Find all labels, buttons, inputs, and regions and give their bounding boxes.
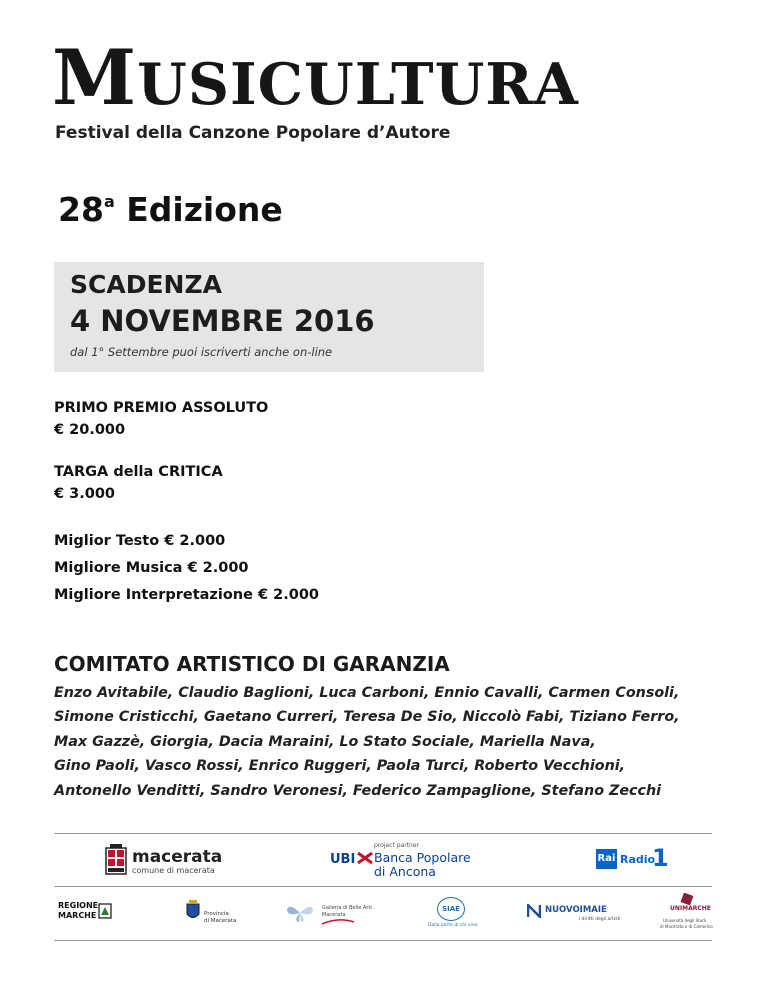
- unimarche-logo: [660, 893, 720, 935]
- macerata-name: macerata: [132, 847, 223, 867]
- nuovoimaie-logo: [527, 903, 627, 927]
- ubi-name-line2: di Ancona: [374, 864, 436, 879]
- divider-middle: [54, 886, 712, 887]
- ubi-partner: project partner: [374, 842, 419, 849]
- edition-superscript: a: [103, 192, 115, 211]
- rai-radio1-logo: [596, 844, 669, 873]
- committee-title: COMITATO ARTISTICO DI GARANZIA: [54, 652, 450, 676]
- deadline-box: [54, 262, 484, 372]
- committee-line: Max Gazzè, Giorgia, Dacia Maraini, Lo Stato Sociale, Mariella Nava,: [54, 733, 596, 750]
- edition-heading: [58, 190, 283, 229]
- butterfly-icon: [285, 903, 315, 923]
- prize-line: Migliore Musica € 2.000: [54, 560, 249, 576]
- regione-line2: MARCHE: [58, 911, 97, 920]
- regione-line1: REGIONE: [58, 901, 99, 910]
- nuovoimaie-name: NUOVOIMAIE: [545, 905, 607, 915]
- siae-sub: Dalla parte di chi crea: [428, 923, 478, 928]
- title-rest: USICULTURA: [137, 51, 579, 118]
- macerata-sub: comune di macerata: [132, 866, 215, 875]
- rai-number: 1: [652, 844, 669, 872]
- nuovoimaie-sub: i diritti degli artisti: [579, 917, 621, 922]
- siae-name: SIAE: [437, 897, 465, 921]
- other-prizes: [54, 528, 319, 609]
- regione-marche-logo: [58, 899, 118, 925]
- first-prize-label: PRIMO PREMIO ASSOLUTO: [54, 400, 269, 416]
- ubi-prefix: UBI: [330, 852, 356, 867]
- critics-prize-label: TARGA della CRITICA: [54, 464, 223, 480]
- provincia-crest-icon: [185, 900, 201, 922]
- accademia-line2: Macerata: [322, 912, 346, 918]
- siae-logo: [428, 897, 478, 931]
- macerata-logo: [104, 844, 254, 880]
- prize-line: Miglior Testo € 2.000: [54, 533, 226, 549]
- ubi-name-line1: Banca Popolare: [374, 850, 471, 865]
- festival-subtitle: Festival della Canzone Popolare d’Autore: [55, 123, 451, 143]
- deadline-date: 4 NOVEMBRE 2016: [70, 304, 375, 338]
- first-prize: [54, 397, 268, 441]
- rai-radio: Radio: [620, 853, 656, 866]
- edition-label: Edizione: [126, 190, 283, 229]
- macerata-crest-icon: [104, 844, 128, 876]
- committee-line: Gino Paoli, Vasco Rossi, Enrico Ruggeri, Paola Turci, Roberto Vecchioni,: [54, 758, 626, 775]
- accademia-swoosh-icon: [322, 919, 354, 925]
- deadline-label: SCADENZA: [70, 270, 222, 299]
- ubi-cross-icon: [357, 852, 373, 864]
- provincia-line2: di Macerata: [204, 918, 237, 924]
- unimarche-name: UNIMARCHE: [670, 905, 711, 912]
- critics-prize: [54, 461, 223, 505]
- unimarche-line2: di Macerata e di Camerino: [660, 924, 713, 929]
- regione-emblem-icon: [98, 903, 112, 919]
- deadline-note: dal 1° Settembre puoi iscriverti anche on-line: [70, 345, 333, 359]
- committee-names: [54, 681, 734, 803]
- divider-top: [54, 833, 712, 834]
- provincia-line1: Provincia: [204, 911, 229, 917]
- critics-prize-amount: € 3.000: [54, 486, 116, 502]
- rai-brand: Rai: [596, 849, 617, 869]
- divider-bottom: [54, 940, 712, 941]
- committee-line: Simone Cristicchi, Gaetano Curreri, Teresa De Sio, Niccolò Fabi, Tiziano Ferro,: [54, 709, 680, 726]
- festival-title: [52, 33, 579, 122]
- unimarche-emblem-icon: [678, 893, 696, 905]
- provincia-logo: [185, 900, 245, 930]
- ubi-logo: [330, 842, 471, 879]
- committee-line: Antonello Venditti, Sandro Veronesi, Federico Zampaglione, Stefano Zecchi: [54, 782, 662, 799]
- committee-line: Enzo Avitabile, Claudio Baglioni, Luca Carboni, Ennio Cavalli, Carmen Consoli,: [54, 685, 680, 701]
- title-initial: M: [52, 33, 138, 122]
- accademia-line1: Galleria di Belle Arti: [322, 905, 372, 911]
- first-prize-amount: € 20.000: [54, 422, 126, 438]
- prize-line: Migliore Interpretazione € 2.000: [54, 587, 320, 603]
- edition-number: 28: [58, 190, 104, 229]
- unimarche-line1: Università degli Studi: [663, 918, 706, 923]
- nuovoimaie-mark-icon: [527, 904, 541, 918]
- accademia-logo: [285, 901, 380, 927]
